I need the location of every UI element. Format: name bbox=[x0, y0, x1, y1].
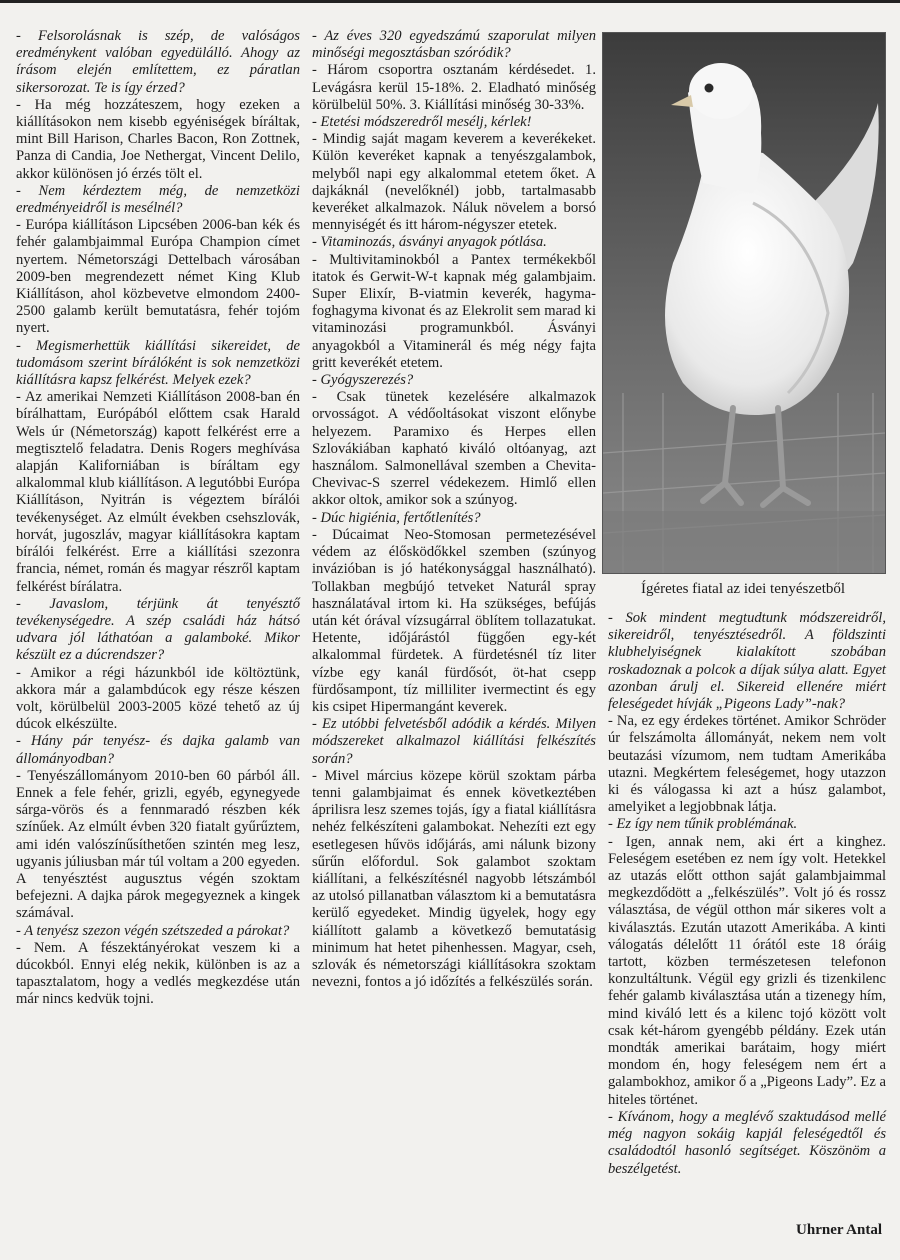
pigeon-photo bbox=[602, 32, 886, 574]
interview-question: - Sok mindent megtudtunk módszereidről, sikereidről, tenyésztésedről. A földszinti klubhelyiségnek kialakított szobában roskadoznak a polcok a díjak súlya alatt. Egyet azonban árulj el. Sikereid ellenére miért feleségedet hívják „Pigeons Lady”-nak? bbox=[608, 610, 886, 713]
interview-answer: - Európa kiállításon Lipcsében 2006-ban kék és fehér galambjaimmal Európa Champion címet nyertem. Németországi Dettelbach városában 2009-ben megrendezett német King Klub Kiállításon, ahol közbevetve elmondom 2400-2500 galamb került bemutatásra, fehér tojóm nyert. bbox=[16, 217, 300, 337]
interview-answer: - Csak tünetek kezelésére alkalmazok orvosságot. A védőoltásokat viszont előnybe helyezem. Paramixo és Herpes ellen Szlovákiában kapható kiváló oltóanyag, azt használom. Salmonellával szemben a Chevita-Chevivac-S szerrel védekezem. Himlő ellen akkor oltok, amikor sok a szúnyog. bbox=[312, 389, 596, 509]
interview-answer: - Tenyészállományom 2010-ben 60 párból áll. Ennek a fele fehér, grizli, egyéb, egynegyede sárga-vörös és a fennmaradó részben kék színűek. Az elmúlt évben 320 fiatalt gyűrűztem, ami idén valószínűsíthetően szintén meg lesz, ugyanis júliusban már túl voltam a 200 egyeden. A tenyésztést augusztus végén szoktam befejezni. A dajka párok megegyeznek a kingek számával. bbox=[16, 767, 300, 922]
interview-question: - Javaslom, térjünk át tenyésztő tevékenységedre. A szép családi ház hátsó udvara jól láthatóan a galamboké. Mikor készült ez a dúcrendszer? bbox=[16, 595, 300, 664]
white-pigeon-photo-icon bbox=[603, 33, 885, 573]
interview-answer: - Az amerikai Nemzeti Kiállításon 2008-ban én bírálhattam, Európából előttem csak Harald Wels úr (Németország) kapott felkérést erre a megtisztelő feladatra. Denis Rogers meghívása alapján Kaliforniában is bíráltam egy alkalommal klub kiállításon. A legutóbbi Európa Kiállításon, Nyitrán is végeztem bírálói tevékenységet. Az elmúlt években csehszlovák, horvát, jugoszláv, magyar kiállításokra kaptam bírálói felkérést. Erre a kiállítási szezonra francia, német, román és magyar részről kaptam felkérést bírálatra. bbox=[16, 389, 300, 595]
article-page bbox=[16, 28, 886, 1248]
interview-answer: - Mivel március közepe körül szoktam párba tenni galambjaimat és ennek következtében áprilisra lesz szemes tojás, így a fiatal kiállításra nehéz felkészíteni galambokat. Nehezíti ezt egy esetlegesen hűvös időjárás, ami nálunk bizony sűrűn előfordul. Sok galambot szoktam kiállítani, a felkészítésnél nagyobb létszámból az utolsó pillanatban választom ki a bemutatásra kerülő egyedeket. Mindig ügyelek, hogy egy kiállított galamb a következő bemutatásig minimum hat hetet pihenhessen. Magyar, cseh, szlovák és németországi kiállításokra szoktam nevezni, fontos a jó időzítés a felkészülés során. bbox=[312, 767, 596, 991]
interview-question: - Gyógyszerezés? bbox=[312, 372, 414, 389]
interview-question: - Kívánom, hogy a meglévő szaktudásod mellé még nagyon sokáig kapjál feleségedtől és családodtól hasonló segítséget. Köszönöm a beszélgetést. bbox=[608, 1108, 886, 1177]
interview-question: - A tenyész szezon végén szétszeded a párokat? bbox=[16, 922, 290, 939]
interview-answer: - Dúcaimat Neo-Stomosan permetezésével védem az élősködőkkel szemben (szúnyog invázióban is jó hatékonysággal használható). Tollakban megbújó tetveket Naturál spray használatával irtom ki. Ha szükséges, befújás után két órával vízsugárral öblítem tollazatukat. Hetente, időjárástól függően egy-két alkalommal fürdetek. A fürdetésnél tíz liter vízbe egy kanál fürdősót, öt-hat csepp fürdősampont, tíz milliliter ivermectint és egy kis csipet Hipermangánt keverek. bbox=[312, 526, 596, 715]
interview-question: - Hány pár tenyész- és dajka galamb van állományodban? bbox=[16, 733, 300, 767]
interview-answer: - Nem. A fészektányérokat veszem ki a dúcokból. Ennyi elég nekik, különben is az a tapasztalatom, hogy a vedlés megkezdése után már nincs kedvük tojni. bbox=[16, 939, 300, 1008]
interview-answer: - Három csoportra osztanám kérdésedet. 1. Levágásra kerül 15-18%. 2. Eladható minőség körülbelül 50%. 3. Kiállítási minőség 30-33%. bbox=[312, 62, 596, 113]
column-1 bbox=[16, 28, 300, 1009]
interview-question: - Vitaminozás, ásványi anyagok pótlása. bbox=[312, 234, 547, 251]
interview-question: - Nem kérdeztem még, de nemzetközi eredményeidről is mesélnél? bbox=[16, 182, 300, 217]
interview-question: - Ez utóbbi felvetésből adódik a kérdés. Milyen módszereket alkalmazol kiállítási felkészítés során? bbox=[312, 716, 596, 767]
interview-answer: - Na, ez egy érdekes történet. Amikor Schröder úr felszámolta állományát, nekem nem volt beutazási vízumom, nem tudtam Amerikába utazni. Megkértem feleségemet, hogy utazzon ki és válogassa ki azt a húsz galambot, amelyiket a legjobbnak látja. bbox=[608, 713, 886, 816]
interview-answer: - Ha még hozzáteszem, hogy ezeken a kiállításokon nem kisebb egyéniségek bíráltak, mint Bill Harison, Charles Bacon, Ron Zottnek, Panza di Candia, Joe Nethergat, Vincent Delilo, akkor különösen jó érzés tölt el. bbox=[16, 96, 300, 182]
interview-question: - Dúc higiénia, fertőtlenítés? bbox=[312, 509, 481, 526]
interview-answer: - Multivitaminokból a Pantex termékekből itatok és Gerwit-W-t kapnak még galambjaim. Super Elixír, B-viatmin keverék, hagyma-foghagyma kivonat és az Elekrolit sem marad ki vitaminozási programunkból. Ásványi anyagokból a Vitaminerál és még négy fajta gritt keverékét etetem. bbox=[312, 251, 596, 371]
column-3 bbox=[608, 610, 886, 1178]
interview-question: - Felsorolásnak is szép, de valóságos eredménykent valóban egyedülálló. Ahogy az írásom elején említettem, ez páratlan sikersorozat. Te is így érzed? bbox=[16, 28, 300, 96]
author-signature: Uhrner Antal bbox=[796, 1222, 882, 1238]
interview-question: - Ez így nem tűnik problémának. bbox=[608, 816, 798, 833]
photo-caption: Ígéretes fiatal az idei tenyészetből bbox=[640, 581, 846, 597]
column-2 bbox=[312, 28, 596, 991]
interview-answer: - Mindig saját magam keverem a keverékeket. Külön keveréket kapnak a tenyészgalambok, melyből napi egy alkalommal etetem őket. A dajkáknál (nevelőknél) jobb, tartalmasabb keveréket alkalmazok. Náluk növelem a borsó mennyiségét és itt három-négyszer etetek. bbox=[312, 131, 596, 234]
interview-question: - Megismerhettük kiállítási sikereidet, de tudomásom szerint bírálóként is sok nemzetközi kiállításra kapsz felkérést. Melyek ezek? bbox=[16, 337, 300, 389]
interview-question: - Etetési módszeredről mesélj, kérlek! bbox=[312, 114, 532, 131]
interview-question: - Az éves 320 egyedszámú szaporulat milyen minőségi megosztásban szóródik? bbox=[312, 28, 596, 62]
top-rule bbox=[0, 0, 900, 6]
interview-answer: - Igen, annak nem, aki ért a kinghez. Feleségem esetében ez nem így volt. Hetekkel az utazás előtt otthon saját galambjaimmal megkezdődött a „felkészülés”. Volt jó és rossz választása, de végül otthon már sikeres volt a kiválasztás. Ezután utazott Amerikába. A kinti válogatás délelőtt 11 órától este 18 óráig tartott, közben természetesen telefonon konzultáltunk. Végül egy grizli és tizenkilenc fehér galamb kiválasztása után a tizenegy hím, mind kiváló lett és a kilenc tojó között volt csak két-három gyengébb példány. Ezek után mondták amerikai barátaim, hogy miért mondom én, hogy feleségem nem ért a galambokhoz, amikor ő a „Pigeons Lady”. Ez a hiteles történet. bbox=[608, 833, 886, 1108]
interview-answer: - Amikor a régi házunkból ide költöztünk, akkora már a galambdúcok egy része készen volt, körülbelül 2003-2005 közé tehető az új dúcok elkészülte. bbox=[16, 664, 300, 733]
